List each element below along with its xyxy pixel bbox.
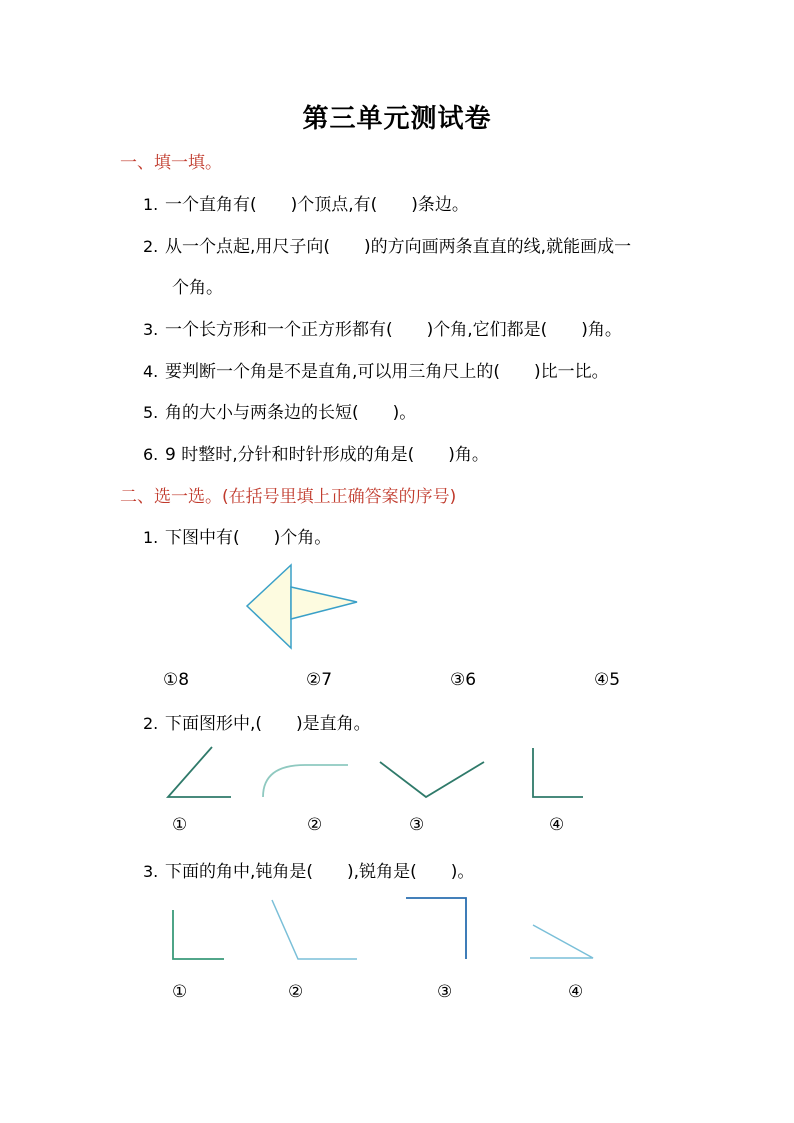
angle-right-inverted: [406, 898, 466, 959]
angle-acute: [530, 925, 593, 958]
figure-obtuse-angle: [380, 762, 484, 797]
option-3: ③6: [450, 670, 477, 690]
figure-acute-angle: [168, 747, 231, 797]
question-number: 3.: [143, 862, 159, 881]
arrow-figure-tail: [291, 587, 357, 619]
option-2: ②: [288, 982, 304, 1002]
angle-obtuse: [272, 900, 357, 959]
question-text: 从一个点起,用尺子向( )的方向画两条直直的线,就能画成一: [165, 237, 632, 257]
question-text: 角的大小与两条边的长短( )。: [165, 403, 417, 423]
question-text: 下面图形中,( )是直角。: [165, 714, 371, 734]
question-text: 一个长方形和一个正方形都有( )个角,它们都是( )角。: [165, 320, 622, 340]
question-number: 4.: [143, 362, 159, 381]
question-text: 一个直角有( )个顶点,有( )条边。: [165, 195, 469, 215]
page-title: 第三单元测试卷: [302, 104, 492, 134]
arrow-figure-triangle: [247, 565, 291, 648]
question-text: 下面的角中,钝角是( ),锐角是( )。: [165, 862, 475, 882]
option-1: ①8: [163, 670, 190, 690]
option-3: ③: [437, 982, 453, 1002]
question-text: 下图中有( )个角。: [165, 528, 332, 548]
section-heading-fill: 一、填一填。: [120, 153, 222, 173]
option-1: ①: [172, 815, 188, 835]
choose-question-3: [143, 857, 474, 882]
choose-question-2: [143, 709, 371, 734]
question-number: 2.: [143, 714, 159, 733]
question-number: 6.: [143, 445, 159, 464]
question-number: 2.: [143, 237, 159, 256]
question-number: 1.: [143, 195, 159, 214]
angle-right: [173, 910, 224, 959]
section-heading-choose: 二、选一选。(在括号里填上正确答案的序号): [120, 487, 457, 507]
option-4: ④5: [594, 670, 621, 690]
option-4: ④: [568, 982, 584, 1002]
option-2: ②: [307, 815, 323, 835]
option-2: ②7: [306, 670, 333, 690]
figure-right-angle: [533, 748, 583, 797]
option-3: ③: [409, 815, 425, 835]
question-text: 9 时整时,分针和时针形成的角是( )角。: [165, 445, 489, 465]
question-number: 1.: [143, 528, 159, 547]
question-number: 3.: [143, 320, 159, 339]
fill-question-2-continued: 个角。: [172, 278, 223, 298]
option-4: ④: [549, 815, 565, 835]
option-1: ①: [172, 982, 188, 1002]
question-number: 5.: [143, 403, 159, 422]
question-text: 要判断一个角是不是直角,可以用三角尺上的( )比一比。: [165, 362, 609, 382]
figure-curved-shape: [263, 765, 348, 797]
